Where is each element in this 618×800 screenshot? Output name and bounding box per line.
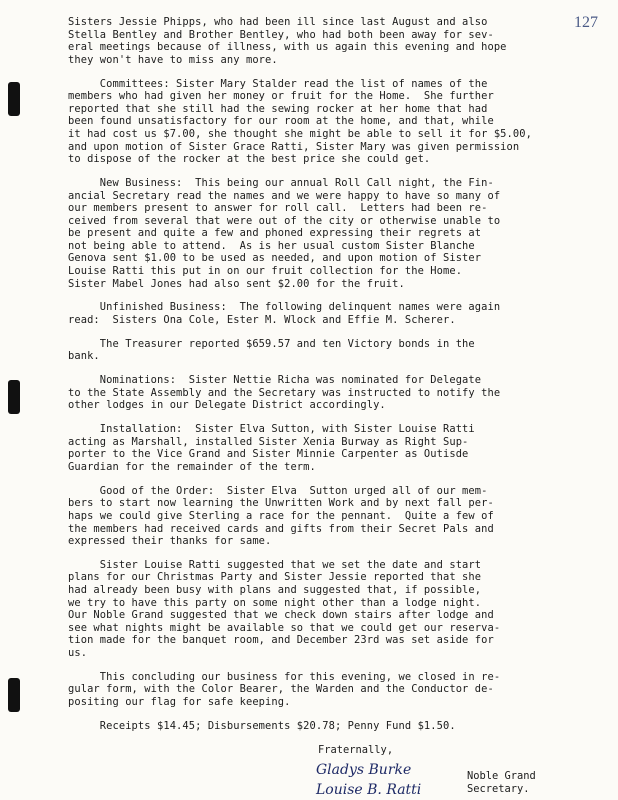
- paragraph: Sister Louise Ratti suggested that we set the date and start plans for our Christmas Party and Sister Jessie reported that she had already been busy with plans and suggested that, if possible, we try to have this party on some night other than a lodge night. Our Noble Grand suggested that we check down stairs after lodge and see what nights might be available so that we could get our reserva- tion made for the banquet room, and December 23rd was set aside for us.: [68, 558, 501, 660]
- punch-hole: [8, 82, 20, 116]
- paragraph: Sisters Jessie Phipps, who had been ill since last August and also Stella Bentley and Brother Bentley, who had both been away for sev- eral meetings because of illness, with us again this evening and hope they won't have to miss any more.: [68, 16, 507, 66]
- officer-titles: Noble Grand Secretary.: [467, 770, 536, 795]
- paragraph: Installation: Sister Elva Sutton, with Sister Louise Ratti acting as Marshall, installed Sister Xenia Burway as Right Sup- porter to the Vice Grand and Sister Minnie Carpenter as Outisde Guardian for the remainder of the term.: [68, 423, 475, 473]
- paragraph: Nominations: Sister Nettie Richa was nominated for Delegate to the State Assembly and the Secretary was instructed to notify the other lodges in our Delegate District accordingly.: [68, 374, 501, 412]
- closing: Fraternally,: [318, 744, 394, 756]
- paragraph: Receipts $14.45; Disbursements $20.78; Penny Fund $1.50.: [68, 719, 456, 732]
- punch-hole: [8, 678, 20, 712]
- paragraph: Good of the Order: Sister Elva Sutton urged all of our mem- bers to start now learning the Unwritten Work and by next fall per- haps we could give Sterling a race for the pennant. Quite a few of the members had received cards and gifts from their Secret Pals and expressed their thanks for same.: [68, 484, 494, 548]
- paragraph: Unfinished Business: The following delinquent names were again read: Sisters Ona Cole, Ester M. Wlock and Effie M. Scherer.: [68, 301, 501, 327]
- signature-handwritten: Louise B. Ratti: [316, 782, 422, 798]
- punch-hole: [8, 380, 20, 414]
- page-number: 127: [574, 14, 598, 31]
- paragraph: The Treasurer reported $659.57 and ten Victory bonds in the bank.: [68, 337, 475, 363]
- minutes-body: [68, 16, 568, 744]
- paragraph: Committees: Sister Mary Stalder read the list of names of the members who had given her money or fruit for the Home. She further reported that she still had the sewing rocker at her home that had been found unsatisfactory for our room at the home, and that, while it had cost us $7.00, she thought she might be able to sell it for $5.00, and upon motion of Sister Grace Ratti, Sister Mary was given permission to dispose of the rocker at the best price she could get.: [68, 77, 532, 166]
- paragraph: This concluding our business for this evening, we closed in re- gular form, with the Color Bearer, the Warden and the Conductor de- positing our flag for safe keeping.: [68, 670, 501, 708]
- paragraph: New Business: This being our annual Roll Call night, the Fin- ancial Secretary read the names and we were happy to have so many of our members present to answer for roll call. Letters had been re- ceived from several that were out of the city or otherwise unable to be present and quite a few and phoned expressing their regrets at not being able to attend. As is her usual custom Sister Blanche Genova sent $1.00 to be used as needed, and upon motion of Sister Louise Ratti this put in on our fruit collection for the Home. Sister Mabel Jones had also sent $2.00 for the fruit.: [68, 176, 501, 290]
- signature-handwritten: Gladys Burke: [316, 762, 412, 778]
